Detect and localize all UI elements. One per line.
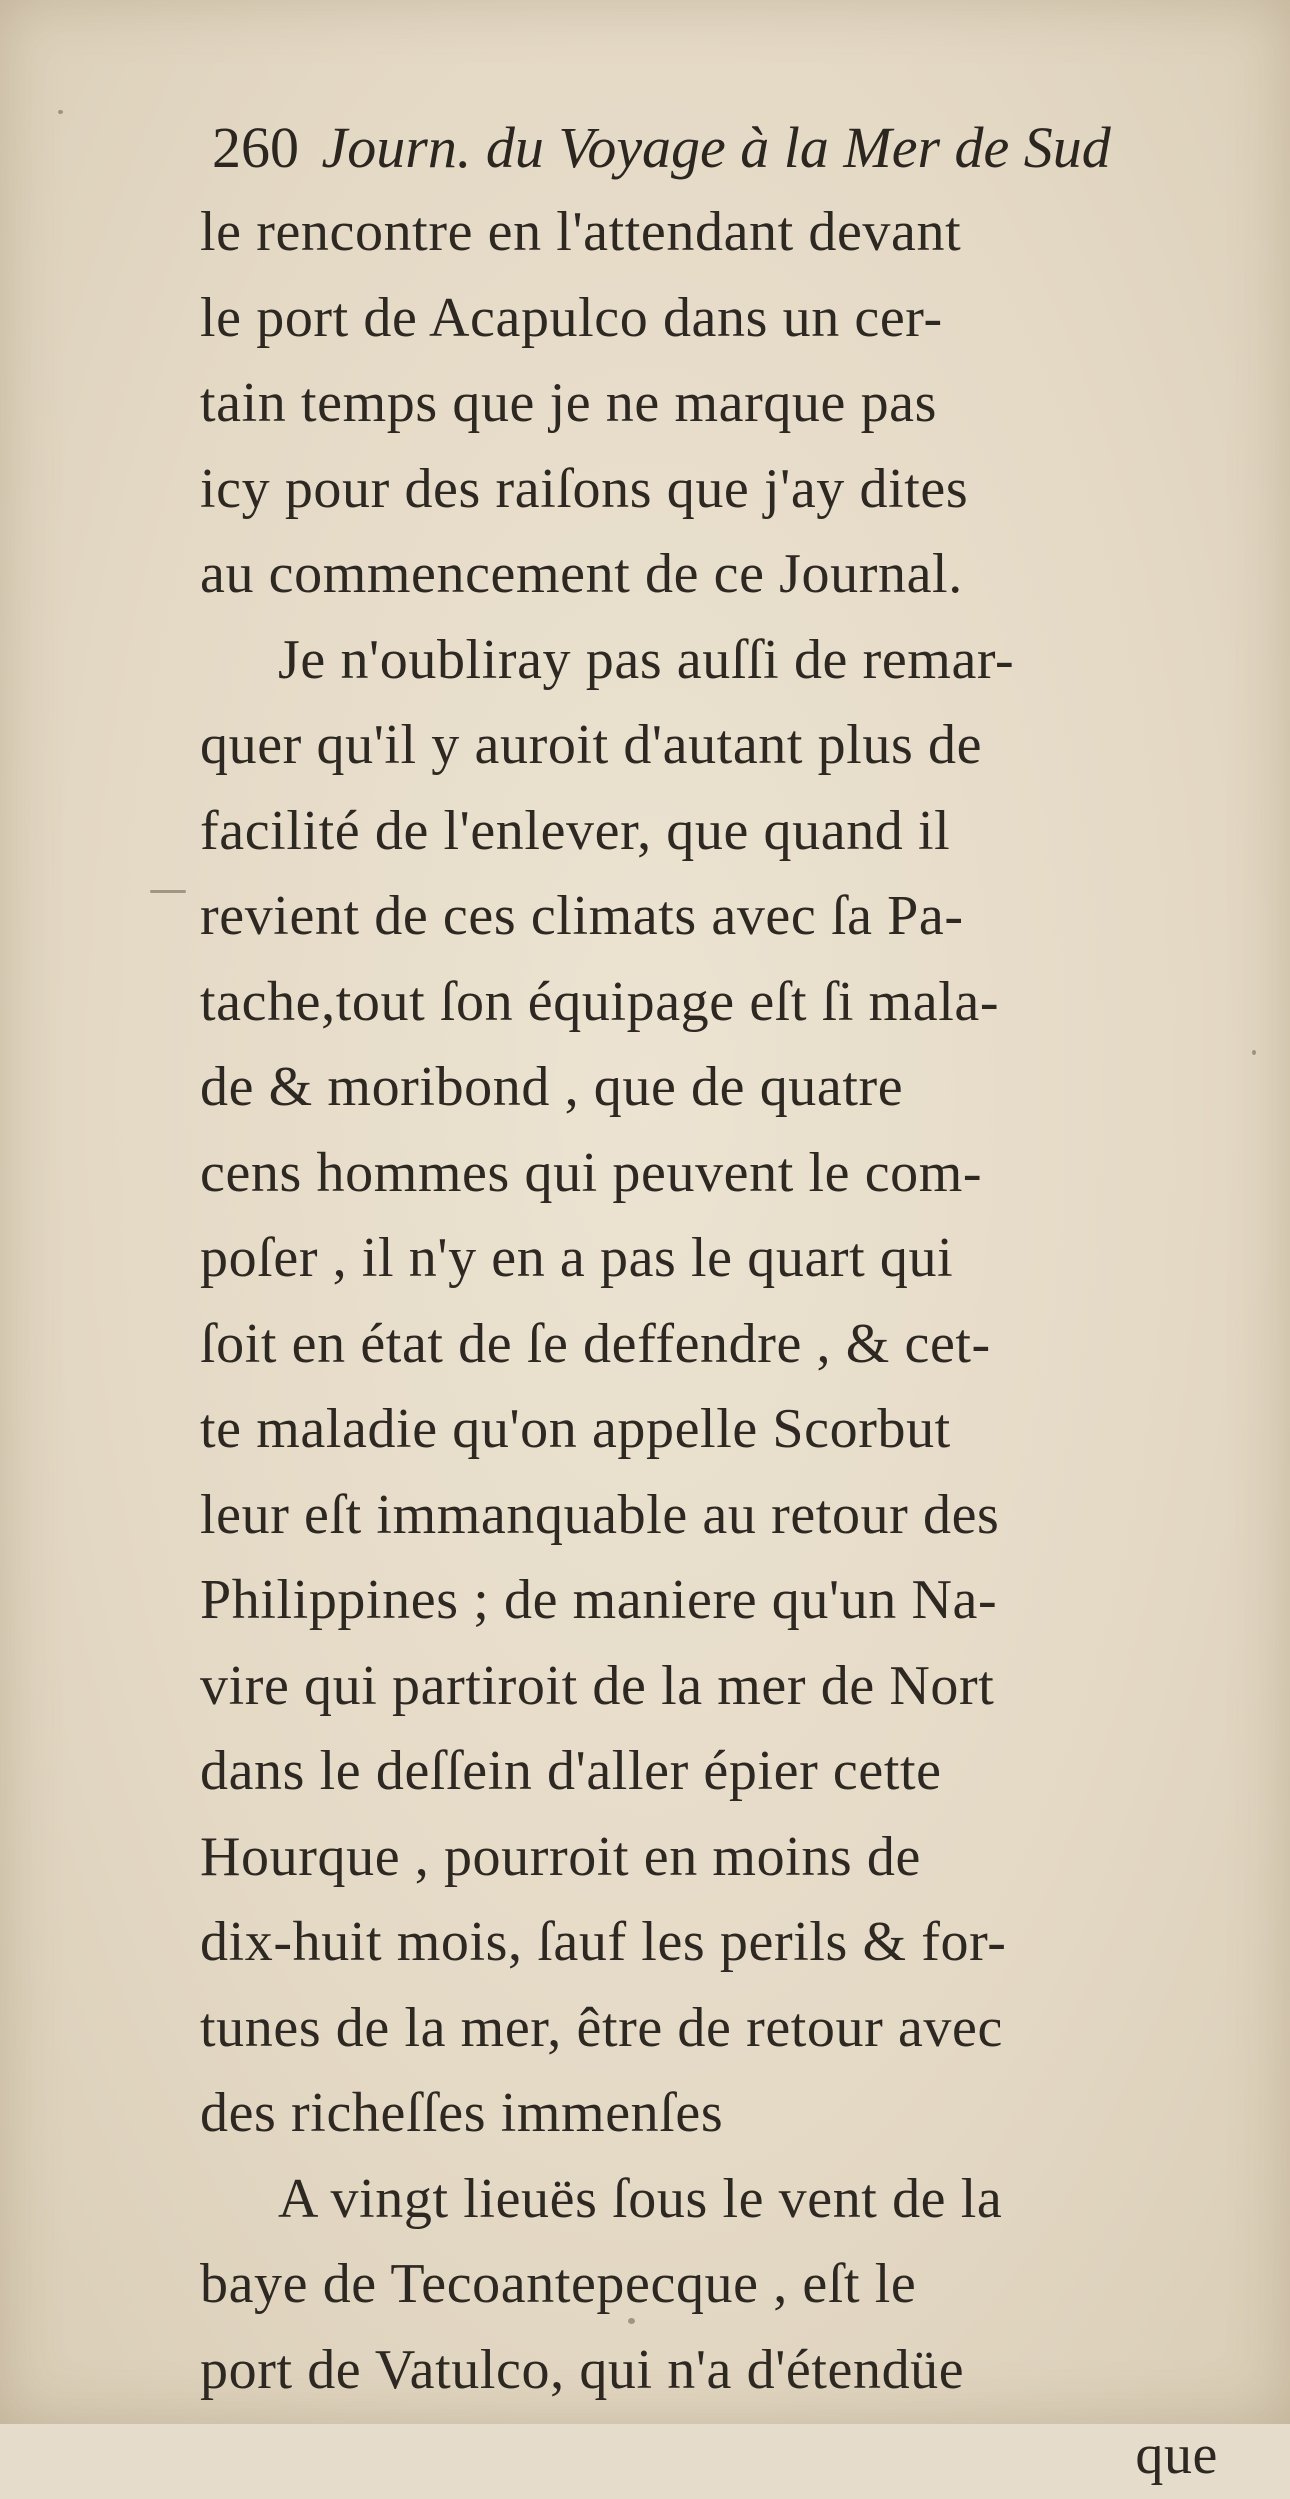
text-line: des richeſſes immenſes: [200, 2082, 724, 2144]
text-line: dix-huit mois, ſauf les perils & for-: [200, 1911, 1007, 1973]
text-line: icy pour des raiſons que j'ay dites: [200, 457, 969, 520]
text-line: de & moribond , que de quatre: [200, 1056, 904, 1118]
text-line: port de Vatulco, qui n'a d'étendüe: [200, 2338, 965, 2401]
running-head: [212, 108, 1242, 188]
text-line: Je n'oubliray pas auſſi de remar-: [278, 628, 1015, 691]
catchword: que: [1135, 2424, 1218, 2486]
text-line: baye de Tecoantepecque , eſt le: [200, 2253, 917, 2315]
text-line: revient de ces climats avec ſa Pa-: [200, 885, 964, 947]
text-line: au commencement de ce Journal.: [200, 543, 963, 605]
text-line: tain temps que je ne marque pas: [200, 372, 938, 434]
text-line: te maladie qu'on appelle Scorbut: [200, 1398, 951, 1460]
text-line: tache,tout ſon équipage eſt ſi mala-: [200, 970, 1000, 1033]
body-text: [200, 190, 1240, 2499]
text-line: le rencontre en l'attendant devant: [200, 201, 962, 263]
text-line: vire qui partiroit de la mer de Nort: [200, 1654, 995, 1717]
running-title: Journ. du Voyage à la Mer de Sud: [321, 115, 1111, 180]
text-line: cens hommes qui peuvent le com-: [200, 1141, 983, 1204]
text-line: Hourque , pourroit en moins de: [200, 1825, 921, 1888]
text-line: dans le deſſein d'aller épier cette: [200, 1740, 942, 1802]
paper-speck: [1252, 1050, 1256, 1055]
text-line: le port de Acapulco dans un cer-: [200, 286, 943, 349]
text-line: leur eſt immanquable au retour des: [200, 1483, 1000, 1546]
text-line: ſoit en état de ſe deffendre , & cet-: [200, 1312, 991, 1375]
paper-speck: [58, 110, 63, 114]
paper-speck: [150, 890, 186, 893]
text-line: quer qu'il y auroit d'autant plus de: [200, 714, 983, 776]
text-line: poſer , il n'y en a pas le quart qui: [200, 1227, 954, 1289]
text-line: facilité de l'enlever, que quand il: [200, 799, 951, 862]
text-line: tunes de la mer, être de retour avec: [200, 1996, 1003, 2059]
page-number: 260: [212, 115, 299, 180]
text-line: A vingt lieuës ſous le vent de la: [278, 2167, 1003, 2230]
text-line: Philippines ; de maniere qu'un Na-: [200, 1569, 998, 1631]
paper-speck: [628, 2318, 635, 2324]
